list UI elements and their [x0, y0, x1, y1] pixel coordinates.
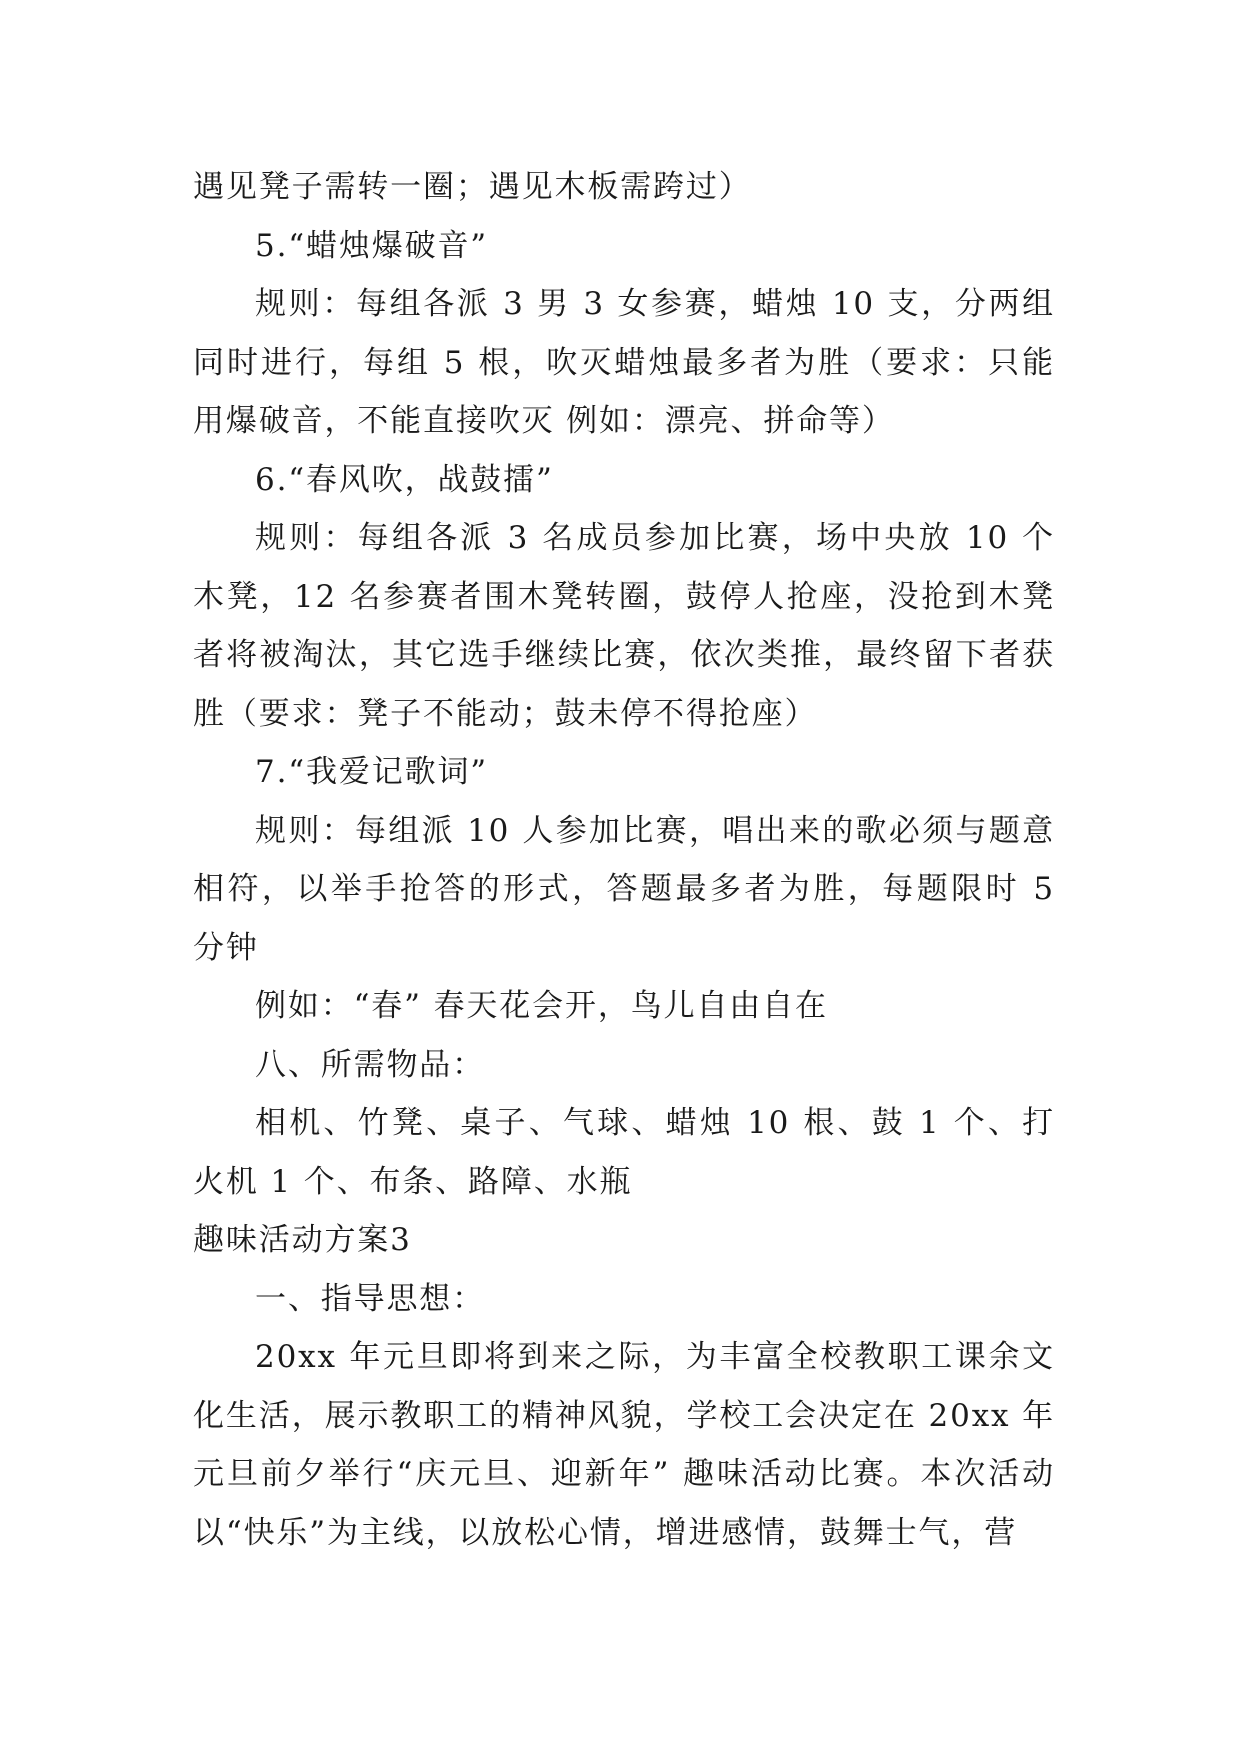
section-8-heading: 八、所需物品： — [255, 1046, 486, 1083]
section-1-body: 20xx 年元旦即将到来之际，为丰富全校教职工课余文化生活，展示教职工的精神风貌，学校工会决定在 20xx 年元旦前夕举行“庆元旦、迎新年” 趣味活动比赛。本次活动以“快乐”为主线，以放松心情，增进感情，鼓舞士气，营 — [193, 1339, 1055, 1551]
item-5-rules: 规则：每组各派 3 男 3 女参赛，蜡烛 10 支，分两组同时进行，每组 5 根，吹灭蜡烛最多者为胜（要求：只能用爆破音，不能直接吹灭 例如：漂亮、拼命等） — [193, 286, 1055, 439]
item-7-example: 例如：“春” 春天花会开，鸟儿自由自在 — [255, 988, 828, 1024]
section-1-heading: 一、指导思想： — [255, 1280, 486, 1317]
item-6-title: 6.“春风吹，战鼓擂” — [255, 461, 554, 498]
plan-3-title: 趣味活动方案3 — [193, 1222, 412, 1258]
document-body — [193, 158, 1055, 1562]
section-8-items: 相机、竹凳、桌子、气球、蜡烛 10 根、鼓 1 个、打火机 1 个、布条、路障、水瓶 — [193, 1105, 1055, 1200]
item-7-title: 7.“我爱记歌词” — [255, 754, 489, 790]
paragraph-line-continuation: 遇见凳子需转一圈；遇见木板需跨过） — [193, 169, 752, 205]
item-6-rules: 规则：每组各派 3 名成员参加比赛，场中央放 10 个木凳，12 名参赛者围木凳转圈，鼓停人抢座，没抢到木凳者将被淘汰，其它选手继续比赛，依次类推，最终留下者获胜（要求：凳子不能动；鼓未停不得抢座） — [193, 520, 1055, 732]
item-7-rules: 规则：每组派 10 人参加比赛，唱出来的歌必须与题意相符，以举手抢答的形式，答题最多者为胜，每题限时 5 分钟 — [193, 812, 1055, 966]
item-5-title: 5.“蜡烛爆破音” — [255, 227, 489, 264]
